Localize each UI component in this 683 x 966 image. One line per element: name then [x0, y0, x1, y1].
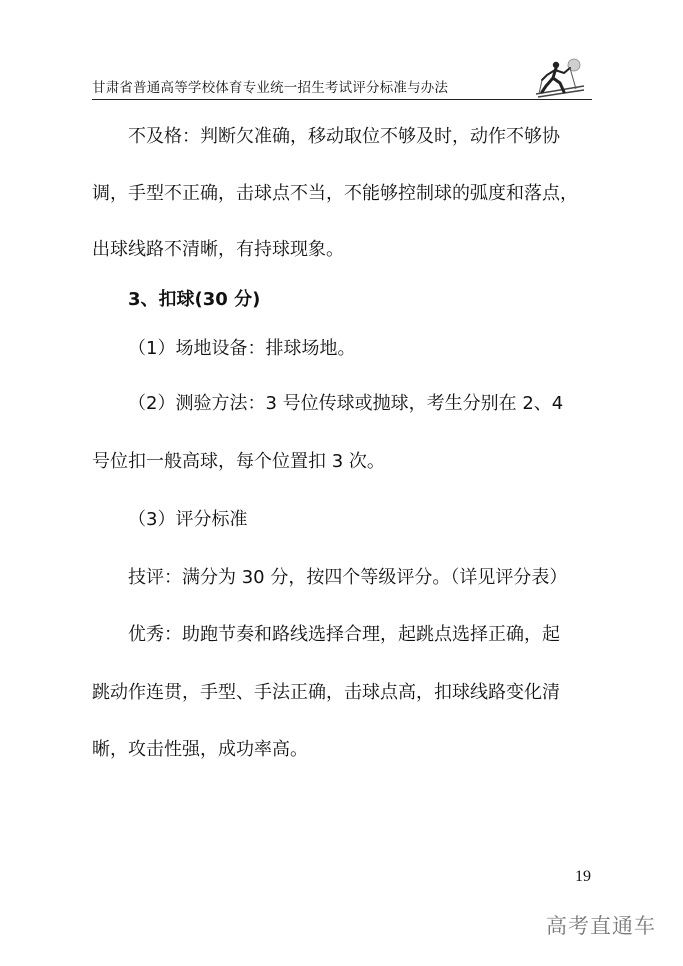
body-line: 出球线路不清晰，有持球现象。: [92, 239, 344, 260]
section-heading: 3、扣球(30 分): [128, 289, 261, 310]
header-title: 甘肃省普通高等学校体育专业统一招生考试评分标准与办法: [92, 80, 449, 96]
page-number: 19: [575, 868, 591, 885]
body-line: 调，手型不正确，击球点不当，不能够控制球的弧度和落点，: [92, 183, 578, 204]
body-line: 不及格：判断欠准确，移动取位不够及时，动作不够协: [128, 126, 560, 147]
body-line: （2）测验方法：3 号位传球或抛球，考生分别在 2、4: [128, 393, 564, 414]
skier-logo-icon: [534, 56, 586, 98]
page-header: [92, 56, 592, 100]
body-line: （1）场地设备：排球场地。: [128, 338, 356, 359]
body-line: 号位扣一般高球，每个位置扣 3 次。: [92, 451, 385, 472]
body-line: 晰，攻击性强，成功率高。: [92, 739, 308, 760]
body-line: 技评：满分为 30 分，按四个等级评分。（详见评分表）: [128, 567, 568, 588]
body-line: （3）评分标准: [128, 509, 248, 530]
body-line: 跳动作连贯，手型、手法正确，击球点高，扣球线路变化清: [92, 682, 560, 703]
header-rule: [92, 99, 592, 100]
body-line: 优秀：助跑节奏和路线选择合理，起跳点选择正确，起: [128, 624, 560, 645]
watermark: 高考直通车: [546, 914, 656, 938]
